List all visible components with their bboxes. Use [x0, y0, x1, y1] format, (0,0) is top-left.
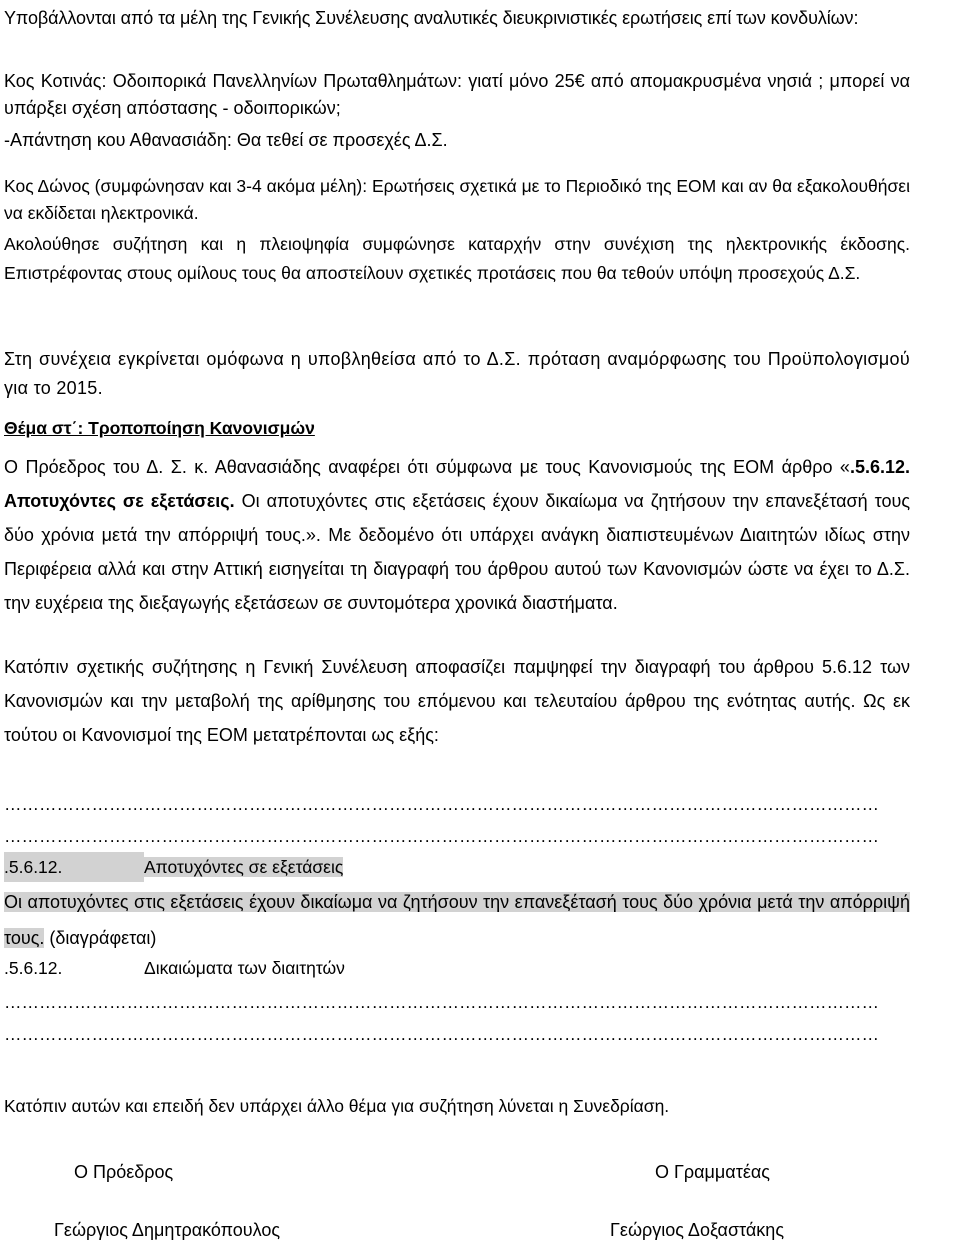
deleted-article-text [4, 884, 910, 956]
assembly-decision: Κατόπιν σχετικής συζήτησης η Γενική Συνέλευση αποφασίζει παμψηφεί την διαγραφή του άρθρου 5.6.12 των Κανονισμών και την μεταβολή της αρίθμησης του επόμενου και τελευταίου άρθρου της ενότητας αυτής. Ως εκ τούτου οι Κανονισμοί της ΕΟΜ μετατρέπονται ως εξής: [4, 657, 910, 745]
donos-question: Κος Δώνος (συμφώνησαν και 3-4 ακόμα μέλη): Ερωτήσεις σχετικά με το Περιοδικό της ΕΟΜ και αν θα εξακολουθήσει να εκδίδεται ηλεκτρονικά. [4, 176, 910, 223]
deleted-article-number: .5.6.12. [4, 852, 144, 882]
deleted-article-body: Οι αποτυχόντες στις εξετάσεις έχουν δικαίωμα να ζητήσουν την επανεξέτασή τους δύο χρόνια μετά την απόρριψή τους. [4, 892, 910, 948]
renumbered-article-number: .5.6.12. [4, 958, 63, 978]
deleted-article-title [4, 852, 910, 882]
ellipsis-line-3: …………………………………………………………………………………………………………………………………… [4, 992, 879, 1012]
deleted-article-name: Αποτυχόντες σε εξετάσεις [144, 857, 344, 877]
topic-heading: Θέμα στ΄: Τροποποίηση Κανονισμών [4, 418, 315, 438]
deleted-note: (διαγράφεται) [44, 928, 157, 948]
article-reference: .5.6.12. Αποτυχόντες σε εξετάσεις. [4, 457, 910, 511]
secretary-role: Ο Γραμματέας [655, 1162, 770, 1182]
statement-body: Οι αποτυχόντες στις εξετάσεις έχουν δικαίωμα να ζητήσουν την επανεξέτασή τους δύο χρόνια μετά την απόρριψή τους.». Με δεδομένο ότι υπάρχει ανάγκη διαπιστευμένων Διαιτητών ιδίως στην Περιφέρεια αλλά και στην Αττική εισηγείται τη διαγραφή του άρθρου αυτού των Κανονισμών ώστε να έχει το Δ.Σ. την ευχέρεια της διεξαγωγής εξετάσεων σε συντομότερα χρονικά διαστήματα. [4, 491, 911, 613]
secretary-name: Γεώργιος Δοξαστάκης [610, 1220, 784, 1240]
ellipsis-line-4: …………………………………………………………………………………………………………………………………… [4, 1024, 879, 1044]
closing-statement: Κατόπιν αυτών και επειδή δεν υπάρχει άλλο θέμα για συζήτηση λύνεται η Συνεδρίαση. [4, 1096, 670, 1116]
renumbered-article-title [4, 954, 910, 982]
president-role: Ο Πρόεδρος [74, 1162, 174, 1182]
intro-paragraph: Υποβάλλονται από τα μέλη της Γενικής Συνέλευσης αναλυτικές διευκρινιστικές ερωτήσεις επί των κονδυλίων: [4, 8, 859, 28]
kotinas-answer: -Απάντηση κου Αθανασιάδη: Θα τεθεί σε προσεχές Δ.Σ. [4, 130, 448, 150]
statement-lead: Ο Πρόεδρος του Δ. Σ. κ. Αθανασιάδης αναφέρει ότι σύμφωνα με τους Κανονισμούς της ΕΟΜ άρθρο « [4, 457, 850, 477]
renumbered-article-name: Δικαιώματα των διαιτητών [144, 958, 345, 978]
president-name: Γεώργιος Δημητρακόπουλος [54, 1220, 281, 1240]
budget-approval: Στη συνέχεια εγκρίνεται ομόφωνα η υποβληθείσα από το Δ.Σ. πρόταση αναμόρφωσης του Προϋπολογισμού για το 2015. [4, 349, 910, 398]
kotinas-question: Κος Κοτινάς: Οδοιπορικά Πανελληνίων Πρωταθλημάτων: γιατί μόνο 25€ από απομακρυσμένα νησιά ; μπορεί να υπάρξει σχέση απόστασης - οδοιπορικών; [4, 71, 910, 118]
ellipsis-line-2: …………………………………………………………………………………………………………………………………… [4, 826, 879, 846]
donos-discussion: Ακολούθησε συζήτηση και η πλειοψηφία συμφώνησε καταρχήν στην συνέχιση της ηλεκτρονικής έκδοσης. Επιστρέφοντας στους ομίλους τους θα αποστείλουν σχετικές προτάσεις που θα τεθούν υπόψη προσεχούς Δ.Σ. [4, 234, 910, 283]
president-statement [4, 450, 910, 620]
ellipsis-line-1: …………………………………………………………………………………………………………………………………… [4, 794, 879, 814]
